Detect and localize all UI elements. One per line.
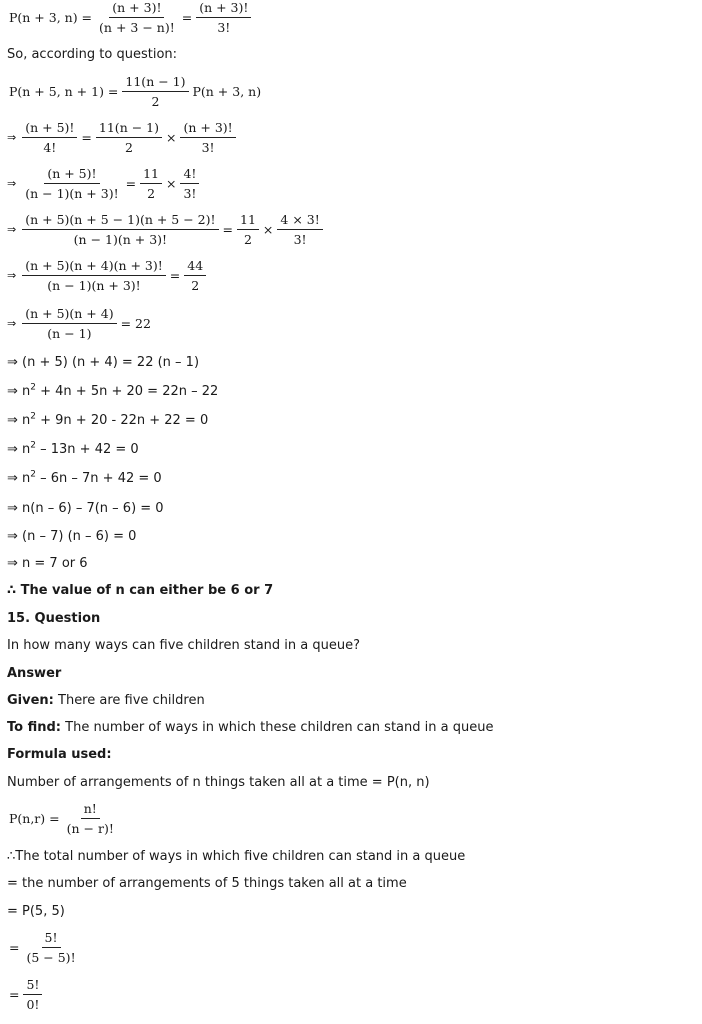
step-line-6: ⇒ n(n – 6) – 7(n – 6) = 0	[7, 501, 164, 516]
fraction: $\frac{11(n - 1)}{2}$	[122, 74, 188, 109]
fraction: $\frac{(n + 5)!}{4!}$	[22, 120, 77, 155]
eq-lhs: P(n + 3, n) =	[9, 10, 93, 25]
eq-step-5: ⇒ $\frac{(n + 5)(n + 4)}{(n - 1)}$ = 22	[7, 306, 151, 341]
formula-text: Number of arrangements of n things taken all at a time = P(n, n)	[7, 775, 430, 790]
step-line-8: ⇒ n = 7 or 6	[7, 556, 88, 571]
fraction: $\frac{(n + 5)(n + 4)}{(n - 1)}$	[22, 306, 116, 341]
step-line-7: ⇒ (n – 7) (n – 6) = 0	[7, 529, 137, 544]
implies-icon: ⇒	[7, 177, 17, 190]
question-title: 15. Question	[7, 611, 101, 626]
eq-step-2: ⇒ $\frac{(n + 5)!}{(n - 1)(n + 3)!}$ = $\frac{11}{2}$ × $\frac{4!}{3!}$	[7, 166, 201, 201]
total-ways-line: ∴The total number of ways in which five children can stand in a queue	[7, 849, 466, 864]
fraction: $\frac{(n + 5)(n + 4)(n + 3)!}{(n - 1)(n + 3)!}$	[22, 258, 166, 293]
fraction: $\frac{4!}{3!}$	[180, 166, 199, 201]
implies-icon: ⇒	[7, 317, 17, 330]
formula-heading: Formula used:	[7, 747, 112, 762]
fraction: $\frac{11(n - 1)}{2}$	[96, 120, 162, 155]
implies-icon: ⇒	[7, 269, 17, 282]
step-line-1: ⇒ (n + 5) (n + 4) = 22 (n – 1)	[7, 355, 200, 370]
fraction: $\frac{(n + 3)!}{(n + 3 - n)!}$	[99, 0, 175, 35]
answer-heading: Answer	[7, 666, 62, 681]
implies-icon: ⇒	[7, 223, 17, 236]
fraction: $\frac{5!}{(5 - 5)!}$	[26, 930, 76, 965]
eq-main: P(n + 5, n + 1) = $\frac{11(n - 1)}{2}$ P(n + 3, n)	[9, 74, 262, 109]
eq-p-n-r: P(n,r) = $\frac{n!}{(n - r)!}$	[7, 801, 119, 836]
to-find-line: To find: The number of ways in which these children can stand in a queue	[7, 720, 494, 735]
given-line: Given: There are five children	[7, 693, 205, 708]
fraction: $\frac{11}{2}$	[237, 212, 259, 247]
step-line-4: ⇒ $n^2 - 13n + 42 = 0$	[7, 440, 139, 457]
fraction: $\frac{n!}{(n - r)!}$	[66, 801, 114, 836]
fraction: $\frac{5!}{0!}$	[23, 977, 42, 1012]
question-text: In how many ways can five children stand in a queue?	[7, 638, 361, 653]
step-line-2: ⇒ $n^2 + 4n + 5n + 20 = 22n - 22$	[7, 382, 219, 399]
eq-step-4: ⇒ $\frac{(n + 5)(n + 4)(n + 3)!}{(n - 1)(n + 3)!}$ = $\frac{44}{2}$	[7, 258, 208, 293]
intro-text: So, according to question:	[7, 47, 178, 62]
fraction: $\frac{4 \times 3!}{3!}$	[277, 212, 322, 247]
step-line-3: ⇒ $n^2 + 9n + 20 - 22n + 22 = 0$	[7, 411, 209, 428]
eq-fraction-0: = $\frac{5!}{0!}$	[7, 977, 44, 1012]
p55-line: = P(5, 5)	[7, 904, 65, 919]
eq-step-3: ⇒ $\frac{(n + 5)(n + 5 - 1)(n + 5 - 2)!}{(n - 1)(n + 3)!}$ = $\frac{11}{2}$ × $\frac{4 \times 3!}{3!}$	[7, 212, 325, 247]
step-line-5: ⇒ $n^2 - 6n - 7n + 42 = 0$	[7, 469, 162, 486]
fraction: $\frac{44}{2}$	[184, 258, 206, 293]
eq-fraction-5-5: = $\frac{5!}{(5 - 5)!}$	[7, 930, 81, 965]
fraction: $\frac{(n + 5)(n + 5 - 1)(n + 5 - 2)!}{(n - 1)(n + 3)!}$	[22, 212, 218, 247]
fraction: $\frac{(n + 3)!}{3!}$	[180, 120, 235, 155]
implies-icon: ⇒	[7, 131, 17, 144]
arrangement-line: = the number of arrangements of 5 things taken all at a time	[7, 876, 407, 891]
conclusion: ∴ The value of n can either be 6 or 7	[7, 583, 274, 598]
fraction: $\frac{(n + 5)!}{(n - 1)(n + 3)!}$	[25, 166, 119, 201]
eq-p-n3-n: P(n + 3, n) = $\frac{(n + 3)!}{(n + 3 - n)!}$ = $\frac{(n + 3)!}{3!}$	[7, 0, 253, 35]
fraction: $\frac{11}{2}$	[140, 166, 162, 201]
fraction: $\frac{(n + 3)!}{3!}$	[196, 0, 251, 35]
eq-step-1: ⇒ $\frac{(n + 5)!}{4!}$ = $\frac{11(n - 1)}{2}$ × $\frac{(n + 3)!}{3!}$	[7, 120, 238, 155]
